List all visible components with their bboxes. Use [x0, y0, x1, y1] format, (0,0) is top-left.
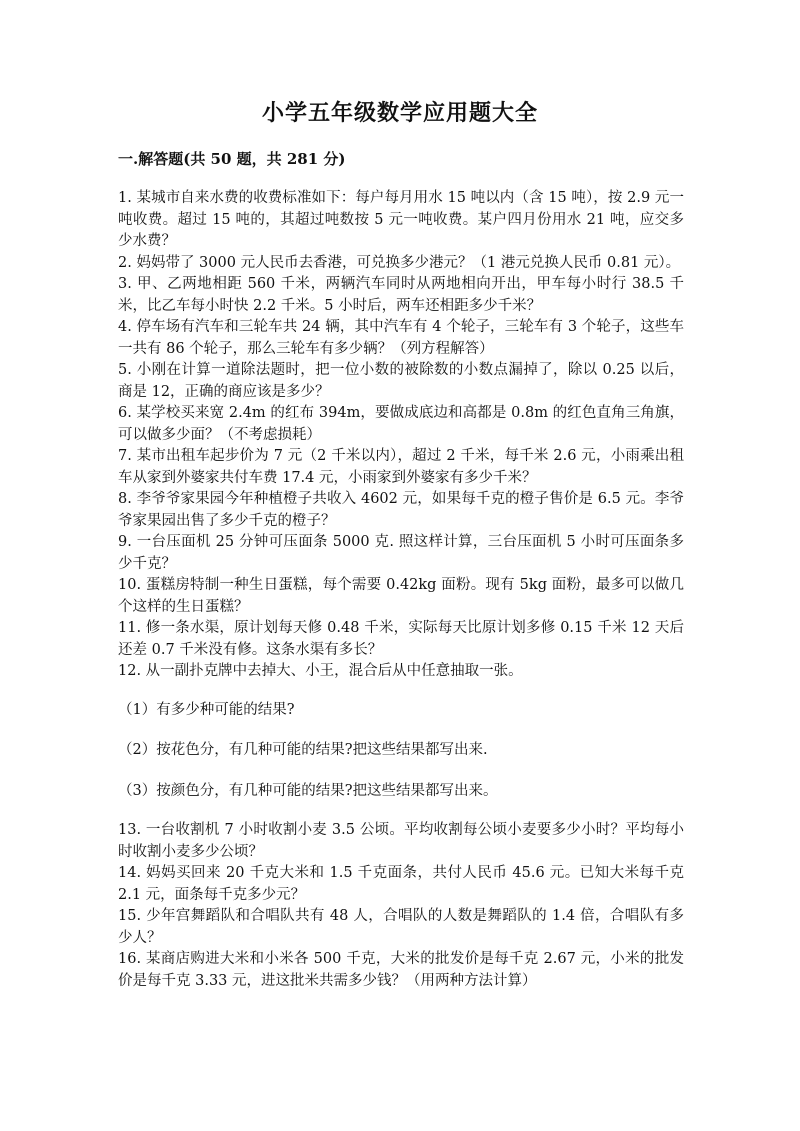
sub-question-3: （3）按颜色分，有几种可能的结果?把这些结果都写出来。 [118, 782, 498, 799]
question-10: 10. 蛋糕房特制一种生日蛋糕，每个需要 0.42kg 面粉。现有 5kg 面粉，最多可以做几个这样的生日蛋糕？ [118, 577, 684, 615]
question-12: 12. 从一副扑克牌中去掉大、小王，混合后从中任意抽取一张。 [118, 663, 523, 679]
spacer [118, 802, 684, 820]
question-8: 8. 李爷爷家果园今年种植橙子共收入 4602 元，如果每千克的橙子售价是 6.5 元。李爷爷家果园出售了多少千克的橙子？ [118, 491, 684, 529]
question-13: 13. 一台收割机 7 小时收割小麦 3.5 公顷。平均收割每公顷小麦要多少小时？平均每小时收割小麦多少公顷？ [118, 822, 684, 860]
question-15: 15. 少年宫舞蹈队和合唱队共有 48 人，合唱队的人数是舞蹈队的 1.4 倍，合唱队有多少人？ [118, 908, 684, 946]
sub-question-2: （2）按花色分，有几种可能的结果?把这些结果都写出来. [118, 742, 488, 758]
question-4: 4. 停车场有汽车和三轮车共 24 辆，其中汽车有 4 个轮子，三轮车有 3 个轮子，这些车一共有 86 个轮子，那么三轮车有多少辆？（列方程解答） [118, 319, 684, 357]
question-5: 5. 小刚在计算一道除法题时，把一位小数的被除数的小数点漏掉了，除以 0.25 以后，商是 12，正确的商应该是多少？ [118, 362, 684, 400]
section-heading: 一.解答题(共 50 题，共 281 分) [118, 150, 346, 168]
question-9: 9. 一台压面机 25 分钟可压面条 5000 克. 照这样计算，三台压面机 5 小时可压面条多少千克？ [118, 534, 684, 572]
question-7: 7. 某市出租车起步价为 7 元（2 千米以内），超过 2 千米，每千米 2.6 元，小雨乘出租车从家到外婆家共付车费 17.4 元，小雨家到外婆家有多少千米？ [118, 448, 684, 486]
question-6: 6. 某学校买来宽 2.4m 的红布 394m，要做成底边和高都是 0.8m 的红色直角三角旗，可以做多少面？（不考虑损耗） [118, 405, 684, 443]
question-3: 3. 甲、乙两地相距 560 千米，两辆汽车同时从两地相向开出，甲车每小时行 38.5 千米，比乙车每小时快 2.2 千米。5 小时后，两车还相距多少千米？ [118, 276, 684, 314]
sub-question-1: （1）有多少种可能的结果? [118, 701, 295, 718]
question-16: 16. 某商店购进大米和小米各 500 千克，大米的批发价是每千克 2.67 元，小米的批发价是每千克 3.33 元，进这批米共需多少钱？（用两种方法计算） [118, 951, 684, 989]
question-1: 1. 某城市自来水费的收费标准如下：每户每月用水 15 吨以内（含 15 吨），按 2.9 元一吨收费。超过 15 吨的，其超过吨数按 5 元一吨收费。某户四月份用水 21 吨，应交多少水费？ [118, 190, 684, 249]
question-11: 11. 修一条水渠，原计划每天修 0.48 千米，实际每天比原计划多修 0.15 千米 12 天后还差 0.7 千米没有修。这条水渠有多长？ [118, 620, 684, 658]
page-title: 小学五年级数学应用题大全 [261, 100, 538, 126]
question-list [118, 188, 684, 992]
question-2: 2. 妈妈带了 3000 元人民币去香港，可兑换多少港元？（1 港元兑换人民币 0.81 元）。 [118, 254, 681, 271]
question-14: 14. 妈妈买回来 20 千克大米和 1.5 千克面条，共付人民币 45.6 元。已知大米每千克 2.1 元，面条每千克多少元？ [118, 865, 684, 903]
